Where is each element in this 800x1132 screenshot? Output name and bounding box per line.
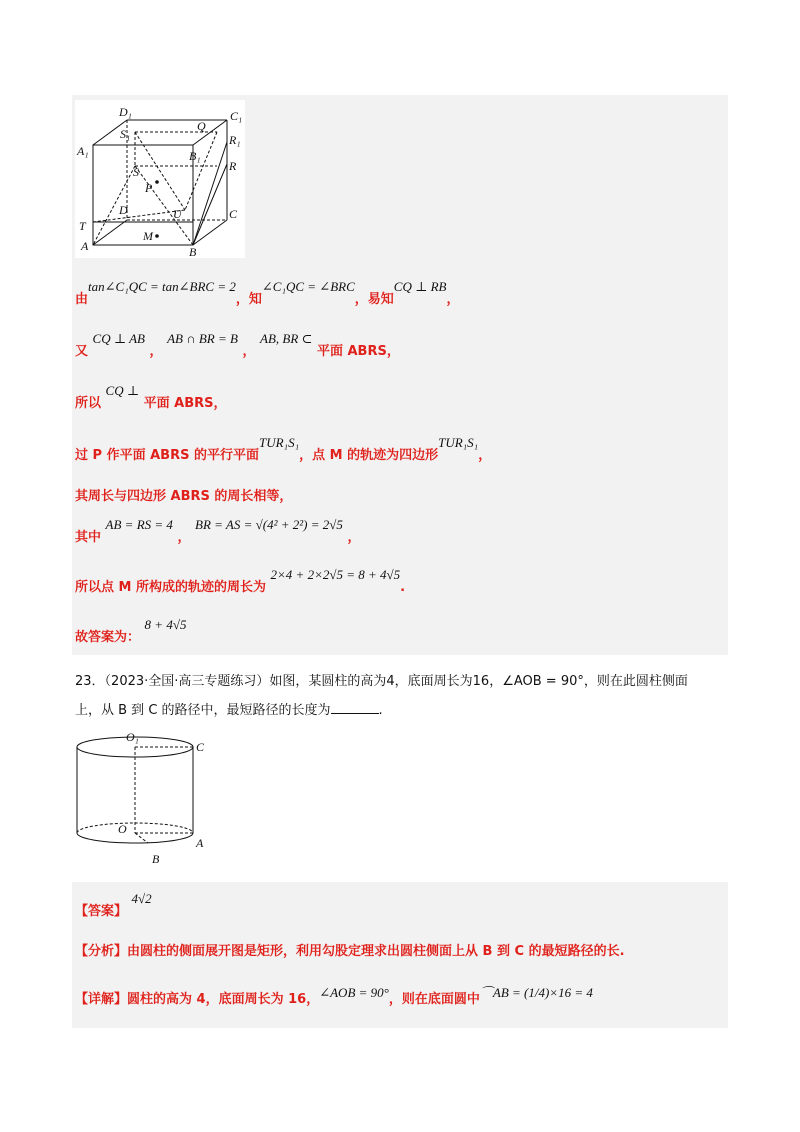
label-C1: C₁ bbox=[230, 109, 243, 123]
label-B: B bbox=[189, 245, 197, 258]
solution-line-1: 由tan∠C₁QC = tan∠BRC = 2，知∠C₁QC = ∠BRC，易知CQ ⊥ RB， bbox=[75, 279, 460, 307]
label-T: T bbox=[79, 219, 86, 233]
label-S1: S₁ bbox=[120, 127, 131, 141]
question-23-line-1: 23．（2023·全国·高三专题练习）如图，某圆柱的高为4，底面周长为16，∠AOB = 90°，则在此圆柱侧面 bbox=[75, 674, 688, 689]
solution-line-4: 过 P 作平面 ABRS 的平行平面TUR₁S₁，点 M 的轨迹为四边形TUR₁S₁， bbox=[75, 435, 492, 463]
label-B-cyl: B bbox=[152, 852, 160, 866]
solution-line-6: 其中 AB = RS = 4 ， BR = AS = √(4² + 2²) = 2√5 ， bbox=[75, 517, 361, 545]
solution-line-7: 所以点 M 所构成的轨迹的周长为 2×4 + 2×2√5 = 8 + 4√5. bbox=[75, 567, 406, 595]
question-23-line-2: 上，从 B 到 C 的路径中，最短路径的长度为 . bbox=[75, 703, 383, 718]
detail-line: 【详解】圆柱的高为 4，底面周长为 16，∠AOB = 90°，则在底面圆中⌒AB = (1/4)×16 = 4 bbox=[75, 985, 593, 1007]
label-C: C bbox=[229, 207, 238, 221]
label-A-cyl: A bbox=[196, 836, 204, 850]
label-R: R bbox=[229, 159, 237, 173]
cylinder-figure bbox=[60, 725, 220, 875]
label-A: A bbox=[81, 239, 89, 253]
label-C-cyl: C bbox=[196, 740, 205, 754]
label-P: P bbox=[145, 181, 153, 195]
solution-line-3: 所以 CQ ⊥ 平面 ABRS， bbox=[75, 383, 227, 411]
solution-line-5: 其周长与四边形 ABRS 的周长相等， bbox=[75, 489, 293, 504]
analysis-line: 【分析】由圆柱的侧面展开图是矩形，利用勾股定理求出圆柱侧面上从 B 到 C 的最短路径的长. bbox=[75, 944, 625, 959]
label-A1: A₁ bbox=[77, 144, 89, 158]
label-D1: D₁ bbox=[119, 105, 132, 119]
label-M: M bbox=[143, 229, 153, 243]
label-Q: Q bbox=[197, 119, 206, 133]
label-S: S bbox=[133, 165, 139, 179]
label-U: U bbox=[173, 207, 182, 221]
final-answer-line: 故答案为： 8 + 4√5 bbox=[75, 617, 187, 645]
answer-line: 【答案】 4√2 bbox=[75, 891, 152, 919]
answer-blank bbox=[331, 701, 379, 714]
label-B1: B₁ bbox=[189, 149, 201, 163]
solution-line-2: 又 CQ ⊥ AB ， AB ∩ BR = B ， AB, BR ⊂ 平面 ABRS， bbox=[75, 331, 400, 359]
label-O1: O₁ bbox=[126, 730, 139, 744]
label-R1: R₁ bbox=[229, 133, 241, 147]
label-D: D bbox=[119, 203, 128, 217]
cube-figure bbox=[75, 100, 245, 258]
label-O: O bbox=[118, 822, 127, 836]
